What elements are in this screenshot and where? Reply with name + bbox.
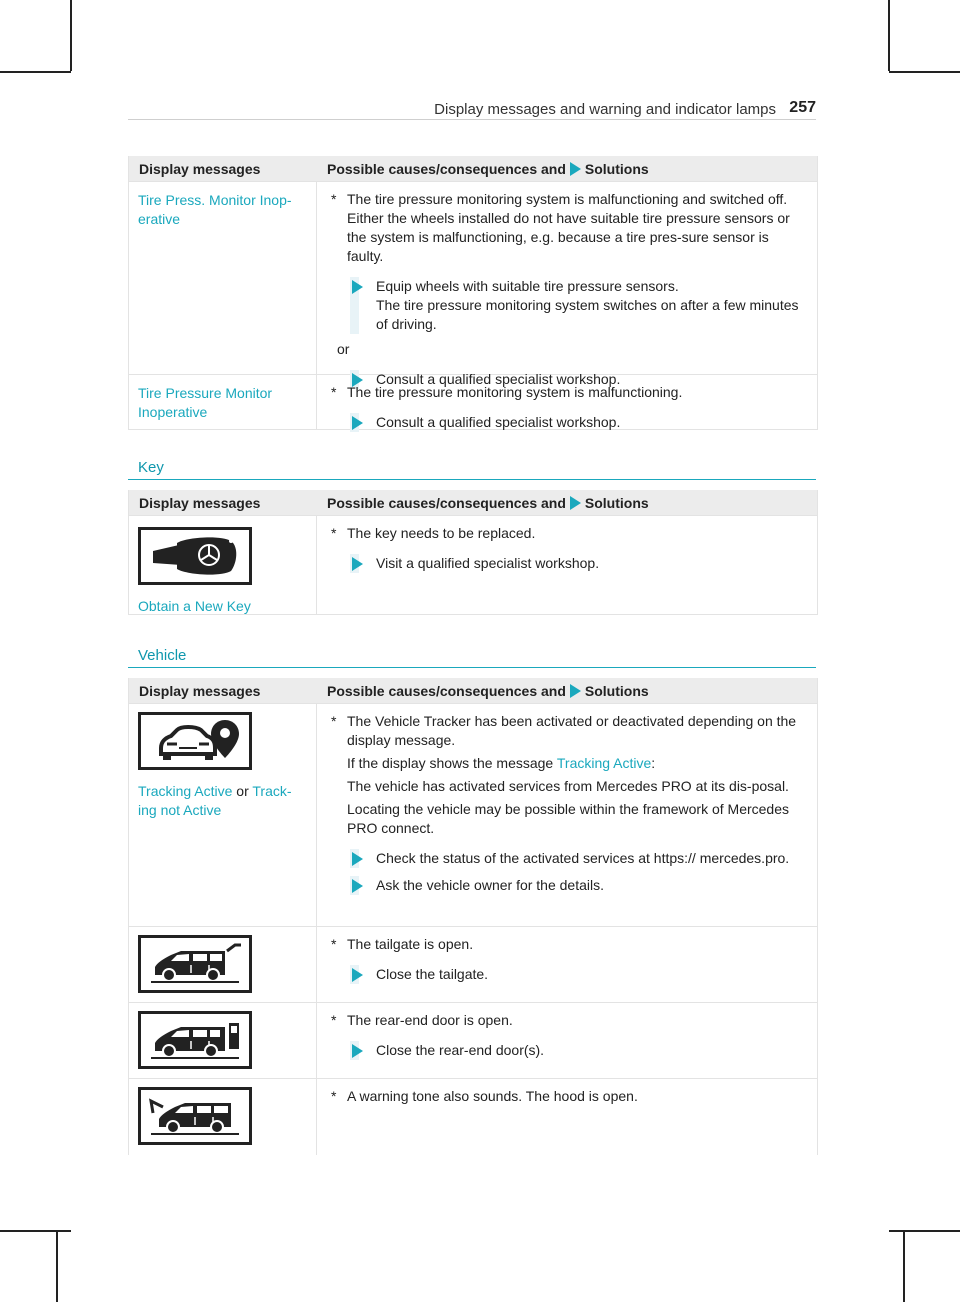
page-header — [128, 95, 816, 120]
cause-text: * The key needs to be replaced. — [331, 525, 536, 541]
key-icon — [138, 527, 252, 585]
table-row — [129, 181, 817, 387]
solution-arrow-icon — [352, 416, 363, 430]
solution-step: Visit a qualified specialist workshop. — [327, 554, 807, 573]
solution-step: Ask the vehicle owner for the details. — [327, 876, 807, 895]
solution-arrow-icon — [570, 684, 581, 698]
table-row — [129, 926, 817, 1002]
crop-mark — [0, 71, 71, 73]
solution-arrow-icon — [352, 1044, 363, 1058]
display-message: Tire Press. Monitor Inop-erative — [138, 192, 292, 227]
vehicle-tracker-icon — [138, 712, 252, 770]
solution-arrow-icon — [570, 496, 581, 510]
crop-mark — [56, 1230, 58, 1302]
solution-step: Consult a qualified specialist workshop. — [327, 413, 807, 432]
solution-arrow-icon — [352, 968, 363, 982]
table-row — [129, 515, 817, 614]
solution-arrow-icon — [352, 879, 363, 893]
crop-mark — [889, 71, 960, 73]
solution-arrow-icon — [352, 852, 363, 866]
table-row — [129, 1078, 817, 1155]
col-causes-solutions: Possible causes/consequences and Solutions — [327, 160, 649, 177]
solution-step: Check the status of the activated services at https:// mercedes.pro. — [327, 849, 807, 868]
page-number: 257 — [789, 99, 816, 116]
crop-mark — [889, 1230, 960, 1232]
cause-text: * The tailgate is open. — [331, 936, 474, 952]
van-hood-open-icon — [138, 1087, 252, 1145]
crop-mark — [903, 1230, 905, 1302]
tire-pressure-table — [128, 156, 818, 430]
section-title-key: Key — [128, 459, 816, 480]
cause-text: * The rear-end door is open. — [331, 1012, 513, 1028]
or-separator: or — [337, 341, 350, 357]
solution-arrow-icon — [352, 557, 363, 571]
crop-mark — [70, 0, 72, 71]
solution-step: Consult a qualified specialist workshop. — [327, 370, 807, 389]
display-message: Tracking Active or Track-ing not Active — [138, 783, 292, 818]
display-message: Tire Pressure Monitor Inoperative — [138, 385, 273, 420]
van-rear-door-open-icon — [138, 1011, 252, 1069]
solution-step: Close the tailgate. — [327, 965, 807, 984]
display-message: Obtain a New Key — [138, 598, 251, 614]
cause-text: * The Vehicle Tracker has been activated or deactivated depending on the display message. If the display shows the message Tracking Active: The vehicle has activated services from Mercedes PRO at its dis-posal. Locating the vehicle may be possible within the framework of Mercedes PRO connect. — [331, 713, 797, 836]
cause-text: * The tire pressure monitoring system is malfunctioning. — [331, 384, 683, 400]
solution-arrow-icon — [352, 280, 363, 294]
van-tailgate-open-icon — [138, 935, 252, 993]
solution-arrow-icon — [570, 162, 581, 176]
table-row — [129, 374, 817, 429]
solution-step: Equip wheels with suitable tire pressure sensors. The tire pressure monitoring system switches on after a few minutes of driving. — [327, 277, 807, 334]
vehicle-table — [128, 678, 818, 1155]
table-header: Display messages Possible causes/consequences and Solutions — [129, 678, 817, 703]
table-header: Display messages Possible causes/consequences and Solutions — [129, 490, 817, 515]
section-title-vehicle: Vehicle — [128, 647, 816, 668]
crop-mark — [0, 1230, 71, 1232]
table-row — [129, 703, 817, 926]
running-title: Display messages and warning and indicator lamps — [434, 101, 776, 118]
table-header — [129, 156, 817, 181]
table-row — [129, 1002, 817, 1078]
cause-text: * The tire pressure monitoring system is malfunctioning and switched off. Either the wheels installed do not have suitable tire pressure sensors or the system is malfunctioning, e.g. because a tire pres-sure sensor is faulty. — [331, 191, 790, 264]
key-table — [128, 490, 818, 615]
solution-step: Close the rear-end door(s). — [327, 1041, 807, 1060]
col-display-messages: Display messages — [139, 161, 261, 177]
cause-text: * A warning tone also sounds. The hood is open. — [331, 1088, 638, 1104]
crop-mark — [888, 0, 890, 71]
